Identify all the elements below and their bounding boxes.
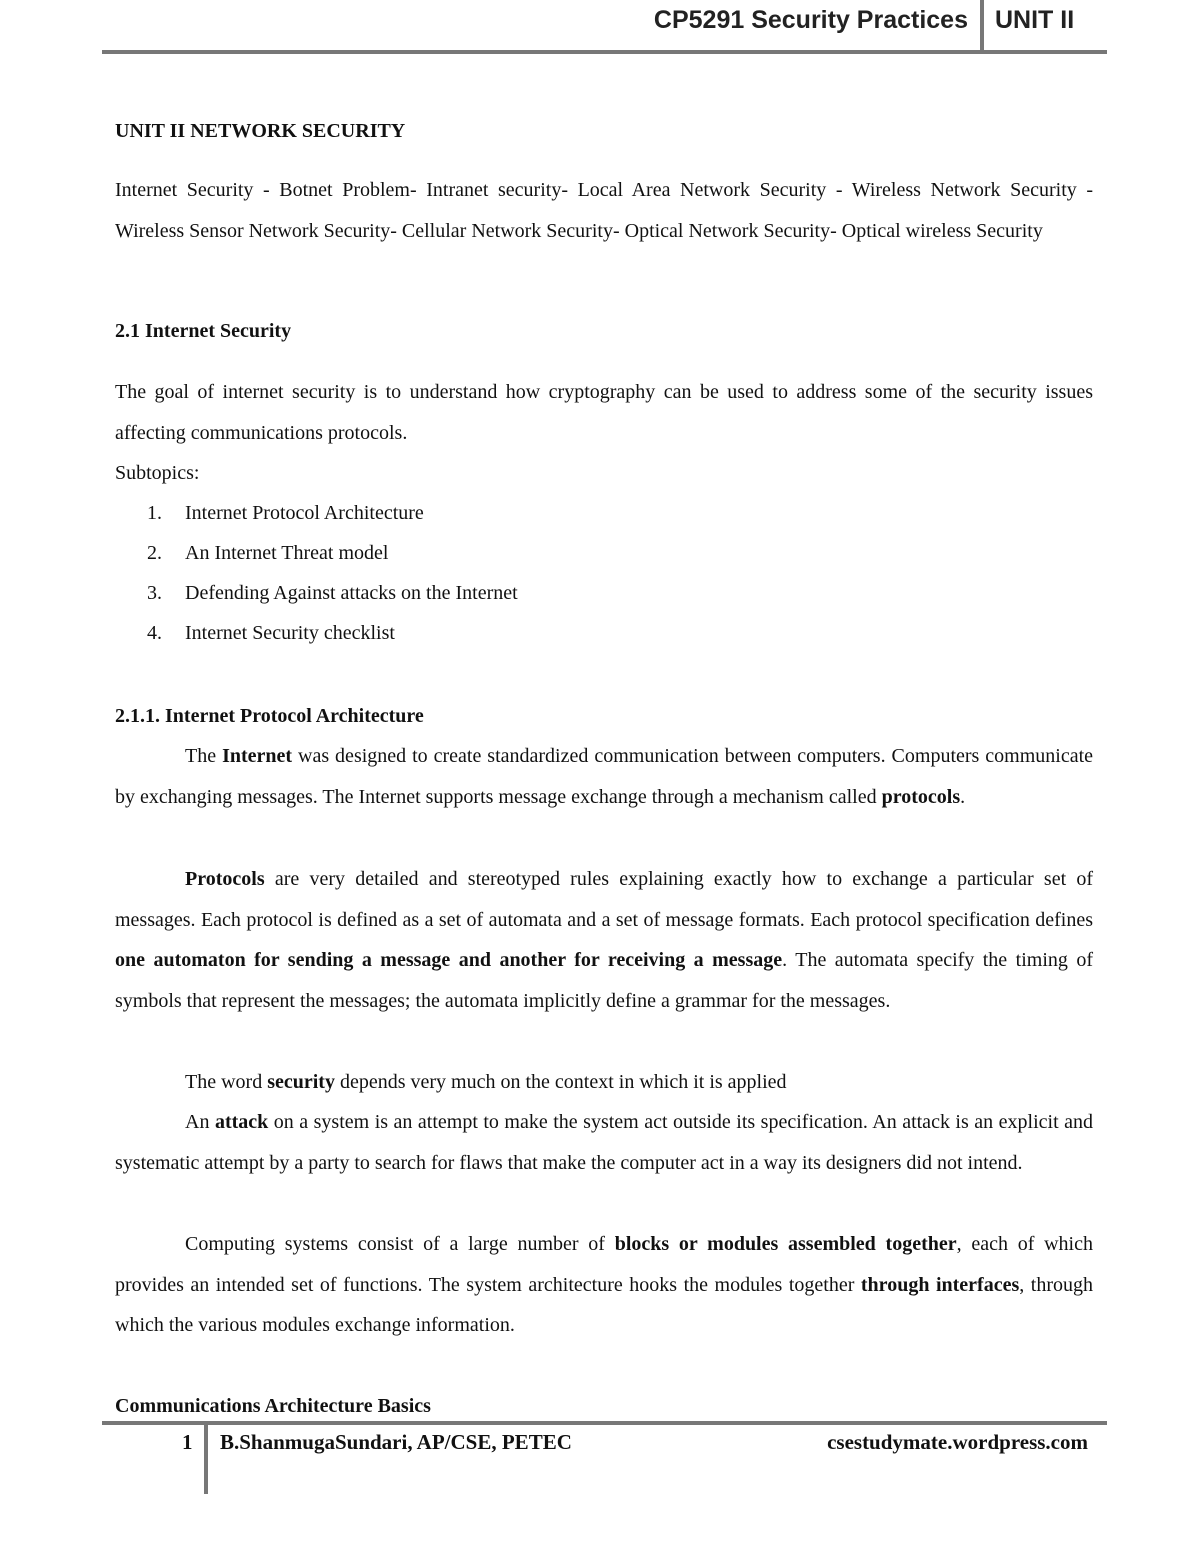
subtopic-number: 2. <box>147 542 162 564</box>
subtopic-text: Defending Against attacks on the Internet <box>185 582 518 604</box>
section-2-1-heading: 2.1 Internet Security <box>115 320 292 342</box>
subtopic-text: Internet Security checklist <box>185 622 395 644</box>
header-divider <box>980 0 984 50</box>
page-number: 1 <box>182 1430 193 1454</box>
subtopic-item <box>147 542 388 565</box>
section-2-1-1-heading: 2.1.1. Internet Protocol Architecture <box>115 705 424 727</box>
syllabus-paragraph: Internet Security - Botnet Problem- Intranet security- Local Area Network Security - Wireless Network Security - Wireless Sensor Network Security- Cellular Network Security- Optical Network Security- Optical wireless Security <box>115 179 1093 242</box>
unit-heading: UNIT II NETWORK SECURITY <box>115 120 406 142</box>
paragraph-internet: The Internet was designed to create standardized communication between computers. Computers communicate by exchanging messages. The Internet supports message exchange through a mechanism called protocols. <box>115 745 1094 808</box>
header-unit-label: UNIT II <box>995 6 1075 34</box>
term-security: security <box>267 1071 335 1093</box>
footer-divider <box>204 1421 208 1494</box>
subtopic-number: 3. <box>147 582 162 604</box>
term-automaton: one automaton for sending a message and another for receiving a message <box>115 949 783 971</box>
subtopic-number: 1. <box>147 502 162 524</box>
subtopic-item <box>147 622 395 645</box>
term-interfaces: through interfaces <box>860 1273 1020 1296</box>
subtopic-item <box>147 502 424 525</box>
footer-rule <box>102 1421 1107 1425</box>
term-modules: blocks or modules assembled together <box>614 1233 957 1255</box>
subtopics-label: Subtopics: <box>115 462 200 484</box>
term-protocols-def: Protocols <box>185 868 265 890</box>
paragraph-attack: An attack on a system is an attempt to make the system act outside its specification. An attack is an explicit and systematic attempt by a party to search for flaws that make the computer act in a way its designers did not intend. <box>115 1111 1093 1174</box>
subtopic-item <box>147 582 518 605</box>
term-attack: attack <box>214 1111 269 1133</box>
paragraph-security: The word security depends very much on the context in which it is applied <box>185 1071 787 1093</box>
subtopic-number: 4. <box>147 622 162 644</box>
header-rule <box>102 50 1107 54</box>
header-course-title: CP5291 Security Practices <box>653 6 968 34</box>
paragraph-modules: Computing systems consist of a large number of blocks or modules assembled together, each of which provides an intended set of functions. The system architecture hooks the modules together through interfaces, through which the various modules exchange information. <box>115 1233 1093 1336</box>
paragraph-protocols: Protocols are very detailed and stereotyped rules explaining exactly how to exchange a particular set of messages. Each protocol is defined as a set of automata and a set of message formats. Each protocol specification defines one automaton for sending a message and another for receiving a message. The automata specify the timing of symbols that represent the messages; the automata implicitly define a grammar for the messages. <box>115 868 1093 1012</box>
term-internet: Internet <box>222 745 293 767</box>
next-section-heading: Communications Architecture Basics <box>115 1395 431 1417</box>
subtopic-text: Internet Protocol Architecture <box>185 502 424 524</box>
footer-website: csestudymate.wordpress.com <box>827 1430 1088 1454</box>
term-protocols: protocols <box>881 785 961 808</box>
footer-author: B.ShanmugaSundari, AP/CSE, PETEC <box>220 1430 572 1454</box>
subtopic-text: An Internet Threat model <box>185 542 389 564</box>
section-2-1-intro: The goal of internet security is to understand how cryptography can be used to address some of the security issues affecting communications protocols. <box>115 381 1093 444</box>
